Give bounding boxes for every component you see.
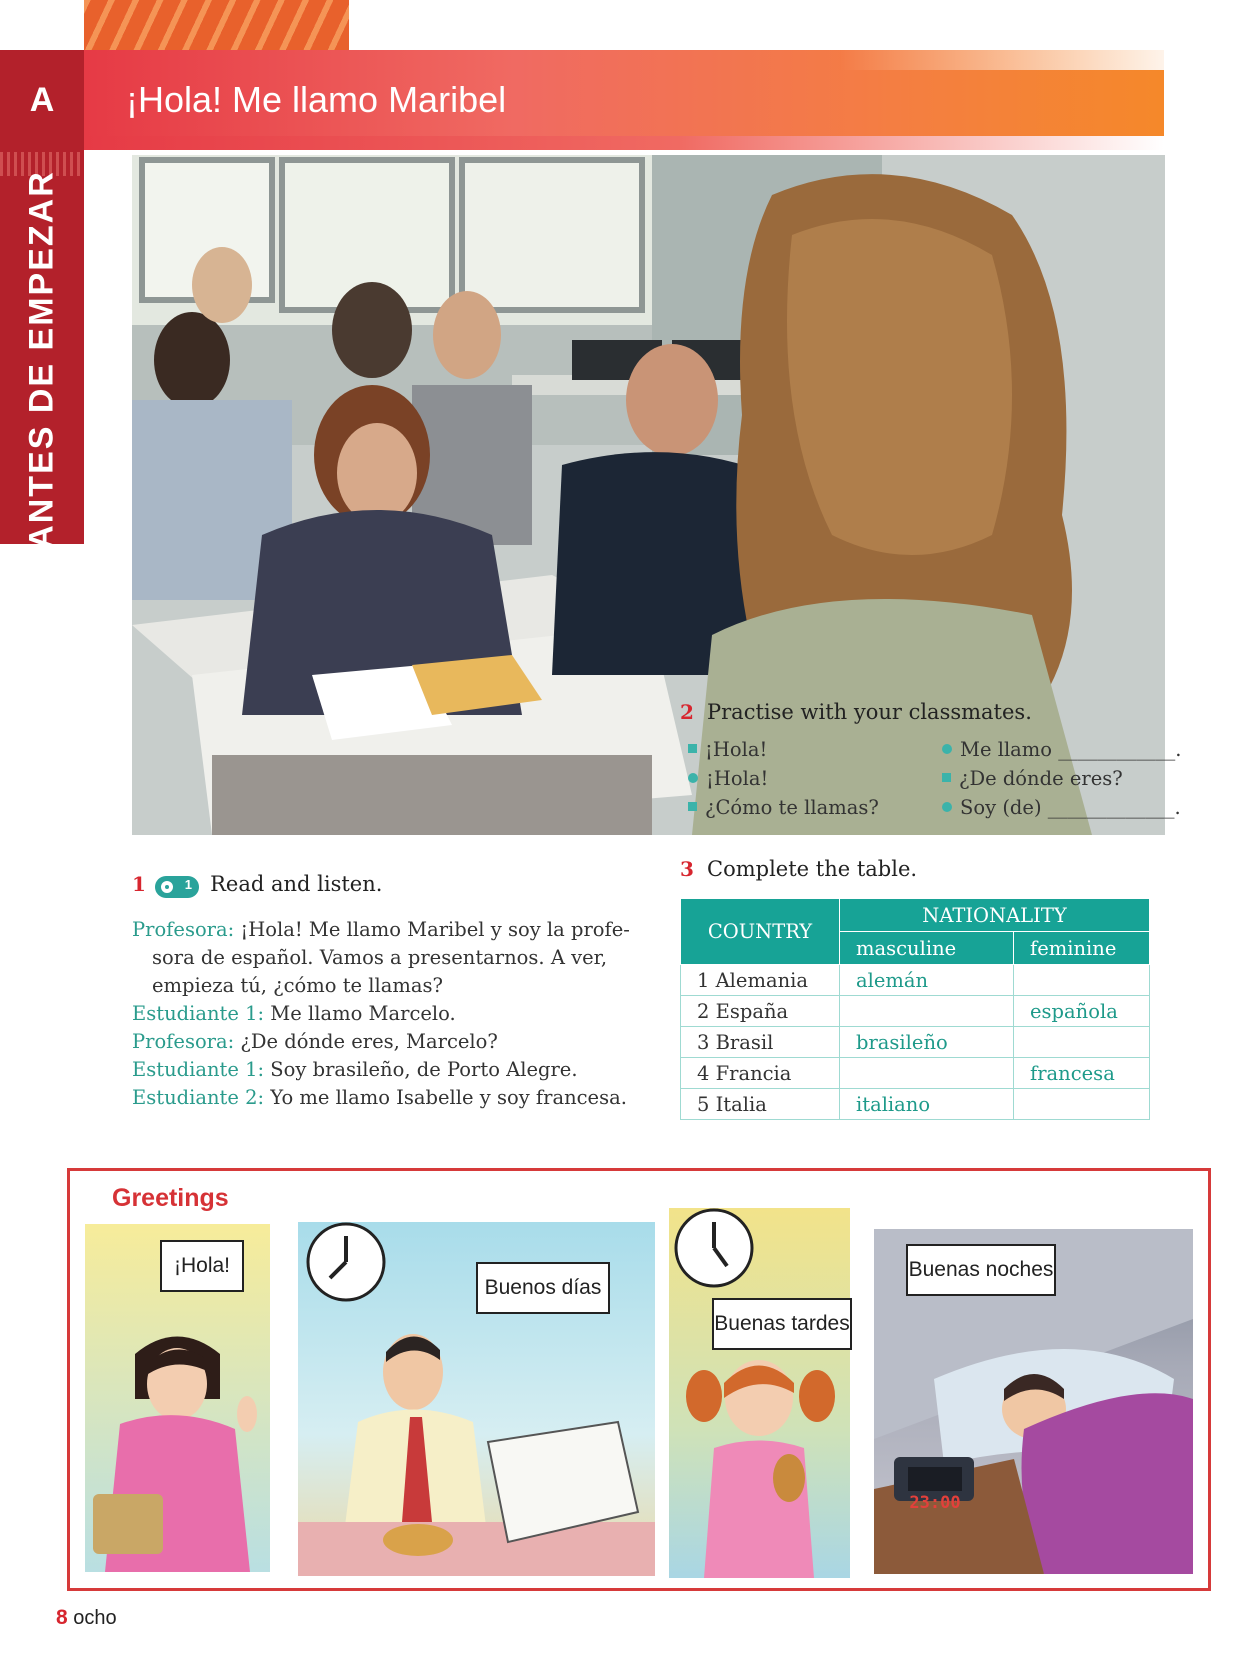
feminine-cell[interactable] bbox=[1014, 965, 1150, 996]
speaker-label: Estudiante 1: bbox=[132, 1001, 265, 1025]
practice-line: ¿De dónde eres? bbox=[942, 767, 1123, 790]
dialogue-line bbox=[132, 916, 632, 1000]
speech-bubble-hola: ¡Hola! bbox=[160, 1240, 244, 1292]
exercise-1-number: 1 bbox=[132, 872, 146, 896]
dialogue-line bbox=[132, 1056, 632, 1084]
dialogue-line bbox=[132, 1000, 632, 1028]
page-title: ¡Hola! Me llamo Maribel bbox=[126, 79, 507, 120]
exercise-1 bbox=[132, 872, 632, 1112]
speech-bubble-buenas-noches: Buenas noches bbox=[906, 1244, 1056, 1296]
circle-bullet-icon bbox=[688, 773, 698, 783]
nationality-header: NATIONALITY bbox=[840, 899, 1150, 932]
page-footer bbox=[56, 1606, 117, 1630]
square-bullet-icon bbox=[688, 802, 697, 811]
masculine-cell[interactable]: alemán bbox=[840, 965, 1014, 996]
country-cell: 5 Italia bbox=[681, 1089, 840, 1120]
country-header: COUNTRY bbox=[681, 899, 840, 965]
title-bar-bottom bbox=[84, 136, 1164, 150]
top-decorative-band bbox=[84, 0, 349, 50]
feminine-cell[interactable]: española bbox=[1014, 996, 1150, 1027]
section-side-label: ANTES DE EMPEZAR bbox=[22, 170, 61, 550]
exercise-2-number: 2 bbox=[680, 700, 694, 724]
dialogue-text: ¿De dónde eres, Marcelo? bbox=[234, 1029, 498, 1053]
feminine-cell[interactable] bbox=[1014, 1027, 1150, 1058]
page-number-word: ocho bbox=[73, 1607, 117, 1629]
speech-bubble-buenos-dias: Buenos días bbox=[476, 1262, 610, 1314]
table-row bbox=[681, 996, 1150, 1027]
circle-bullet-icon bbox=[942, 744, 952, 754]
speaker-label: Profesora: bbox=[132, 1029, 235, 1053]
dialogue-text: Me llamo Marcelo. bbox=[264, 1001, 456, 1025]
alarm-clock-display: 23:00 bbox=[909, 1493, 961, 1513]
country-cell: 2 España bbox=[681, 996, 840, 1027]
exercise-3-heading: Complete the table. bbox=[707, 857, 918, 881]
exercise-1-header bbox=[132, 872, 632, 898]
practice-lines bbox=[680, 738, 1200, 828]
nationality-table bbox=[680, 898, 1150, 1120]
table-row bbox=[681, 965, 1150, 996]
masculine-cell[interactable] bbox=[840, 996, 1014, 1027]
audio-cd-icon[interactable] bbox=[155, 876, 199, 898]
circle-bullet-icon bbox=[942, 802, 952, 812]
practice-line: ¡Hola! bbox=[688, 738, 767, 761]
exercise-1-heading: Read and listen. bbox=[210, 872, 383, 896]
feminine-cell[interactable] bbox=[1014, 1089, 1150, 1120]
masculine-cell[interactable]: italiano bbox=[840, 1089, 1014, 1120]
exercise-3-header bbox=[680, 857, 917, 881]
country-cell: 3 Brasil bbox=[681, 1027, 840, 1058]
table-row bbox=[681, 1058, 1150, 1089]
exercise-2 bbox=[680, 700, 1200, 828]
country-cell: 1 Alemania bbox=[681, 965, 840, 996]
greetings-title: Greetings bbox=[112, 1184, 229, 1212]
title-bar-fade bbox=[84, 50, 1164, 70]
dialogue-line bbox=[132, 1028, 632, 1056]
exercise-2-header bbox=[680, 700, 1200, 724]
feminine-header: feminine bbox=[1014, 932, 1150, 965]
practice-line: ¿Cómo te llamas? bbox=[688, 796, 879, 819]
exercise-2-heading: Practise with your classmates. bbox=[707, 700, 1032, 724]
practice-line: ¡Hola! bbox=[688, 767, 768, 790]
country-cell: 4 Francia bbox=[681, 1058, 840, 1089]
speaker-label: Profesora: bbox=[132, 917, 235, 941]
dialogue-line bbox=[132, 1084, 632, 1112]
dialogue-text: ¡Hola! Me llamo Maribel y soy la profe-sora de español. Vamos a presentarnos. A ver, empieza tú, ¿cómo te llamas? bbox=[152, 917, 630, 997]
dialogue-text: Yo me llamo Isabelle y soy francesa. bbox=[264, 1085, 627, 1109]
practice-line: Me llamo ____________. bbox=[942, 738, 1181, 761]
speech-bubble-buenas-tardes: Buenas tardes bbox=[712, 1298, 852, 1350]
square-bullet-icon bbox=[942, 773, 951, 782]
greeting-panel-buenas-tardes bbox=[669, 1208, 850, 1578]
table-row bbox=[681, 1027, 1150, 1058]
speaker-label: Estudiante 1: bbox=[132, 1057, 265, 1081]
speaker-label: Estudiante 2: bbox=[132, 1085, 265, 1109]
square-bullet-icon bbox=[688, 744, 697, 753]
dialogue bbox=[132, 916, 632, 1112]
masculine-cell[interactable] bbox=[840, 1058, 1014, 1089]
page-number: 8 bbox=[56, 1606, 68, 1629]
section-letter: A bbox=[29, 80, 55, 119]
audio-track-number: 1 bbox=[184, 876, 193, 892]
table-row bbox=[681, 1089, 1150, 1120]
masculine-cell[interactable]: brasileño bbox=[840, 1027, 1014, 1058]
exercise-3-number: 3 bbox=[680, 857, 694, 881]
feminine-cell[interactable]: francesa bbox=[1014, 1058, 1150, 1089]
masculine-header: masculine bbox=[840, 932, 1014, 965]
practice-line: Soy (de) _____________. bbox=[942, 796, 1181, 819]
dialogue-text: Soy brasileño, de Porto Alegre. bbox=[264, 1057, 578, 1081]
